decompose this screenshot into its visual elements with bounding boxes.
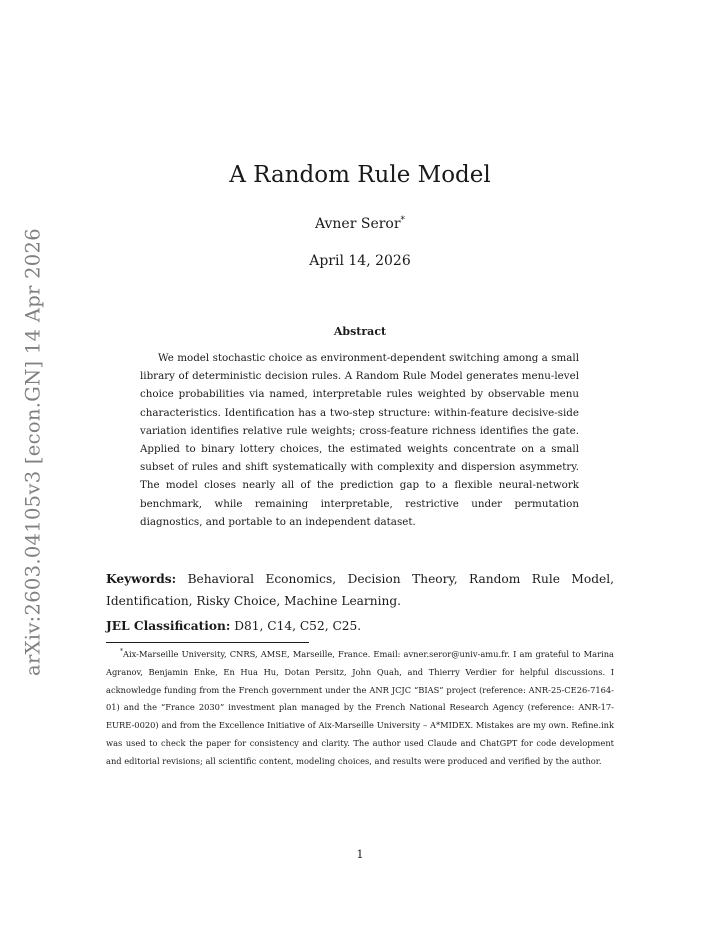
arxiv-identifier-stamp: arXiv:2603.04105v3 [econ.GN] 14 Apr 2026 (21, 228, 45, 676)
page-number: 1 (356, 848, 364, 861)
paper-title: A Random Rule Model (229, 162, 491, 188)
jel-codes: D81, C14, C52, C25. (234, 619, 362, 633)
keywords-line (106, 569, 614, 612)
keywords-text: Behavioral Economics, Decision Theory, Random Rule Model, Identification, Risky Choice, Machine Learning. (106, 572, 615, 608)
jel-line (106, 616, 614, 638)
author-line (0, 216, 720, 232)
footnote-divider (106, 642, 309, 643)
jel-label: JEL Classification: (106, 619, 231, 633)
keywords-label: Keywords: (106, 572, 177, 586)
abstract-heading: Abstract (333, 325, 387, 338)
abstract-text: We model stochastic choice as environment-dependent switching among a small library of deterministic decision rules. A Random Rule Model generates menu-level choice probabilities via named, interpretable rules weighted by observable menu characteristics. Identification has a two-step structure: within-feature decisive-side variation identifies relative rule weights; cross-feature richness identifies the gate. Applied to binary lottery choices, the estimated weights concentrate on a small subset of rules and shift systematically with complexity and dispersion asymmetry. The model closes nearly all of the prediction gap to a flexible neural-network benchmark, while remaining interpretable, restrictive under permutation diagnostics, and portable to an independent dataset. (140, 352, 579, 528)
paper-date: April 14, 2026 (309, 253, 411, 269)
footnote-mark: * (120, 648, 123, 656)
author-footnote (106, 646, 614, 771)
author-name: Avner Seror (314, 216, 401, 232)
author-footnote-mark: * (400, 215, 406, 226)
footnote-text: Aix-Marseille University, CNRS, AMSE, Marseille, France. Email: avner.seror@univ-amu.fr. I am grateful to Marina Agranov, Benjamin Enke, En Hua Hu, Dotan Persitz, John Quah, and Thierry Verdier for helpful discussions. I acknowledge funding from the French government under the ANR JCJC “BIAS” project (reference: ANR-25-CE26-7164-01) and the “France 2030” investment plan managed by the French National Research Agency (reference: ANR-17-EURE-0020) and from the Excellence Initiative of Aix-Marseille University – A*MIDEX. Mistakes are my own. Refine.ink was used to check the paper for consistency and clarity. The author used Claude and ChatGPT for code development and editorial revisions; all scientific content, modeling choices, and results were produced and verified by the author. (106, 649, 614, 766)
